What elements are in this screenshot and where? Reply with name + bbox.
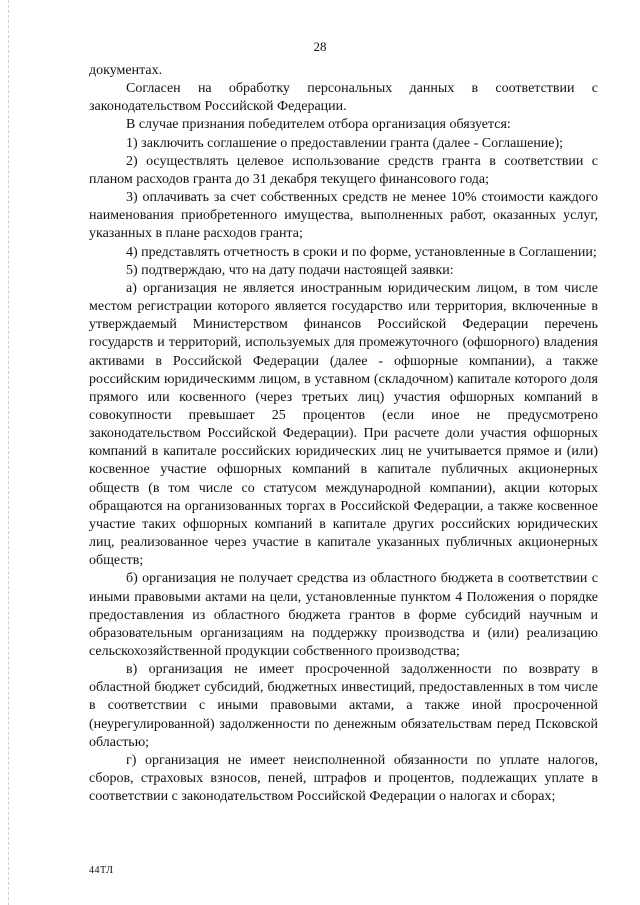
obligation-item-5: 5) подтверждаю, что на дату подачи настоящей заявки: — [126, 262, 454, 278]
footer-document-code: 44ТЛ — [89, 865, 114, 876]
paragraph-continuation: документах. — [89, 63, 163, 78]
confirmation-item-b: б) организация не получает средства из областного бюджета в соответствии с иными правовыми актами на цели, установленные пунктом 4 Положения о порядке предоставления из областного бюджета грантов в форме субсидий научным и образовательным организациям на поддержку производства и (или) реализацию сельскохозяйственной продукции собственного производства; — [89, 571, 598, 659]
paragraph-consent: Согласен на обработку персональных данных в соответствии с законодательством Российской Федерации. — [89, 81, 598, 115]
obligation-item-4: 4) представлять отчетность в сроки и по форме, установленные в Соглашении; — [126, 244, 597, 260]
confirmation-item-a: а) организация не является иностранным юридическим лицом, в том числе местом регистрации которого является государство или территория, включенные в утверждаемый Министерством финансов Российской Федерации перечень государств и территорий, используемых для промежуточного (офшорного) владения активами в Российской Федерации (далее - офшорные компании), а также российским юридическимм лицом, в уставном (складочном) капитале которого доля прямого или косвенного (через третьих лиц) участия офшорных компаний в совокупности превышает 25 процентов (если иное не предусмотрено законодательством Российской Федерации). При расчете доли участия офшорных компаний в капитале российских юридических лиц не учитывается прямое и (или) косвенное участие офшорных компаний в капитале публичных акционерных обществ (в том числе со статусом международной компании), акции которых обращаются на организованных торгах в Российской Федерации, а также косвенное участие таких офшорных компаний в капитале других российских юридических лиц, реализованное через участие в капитале указанных публичных акционерных обществ; — [89, 280, 598, 569]
document-body — [89, 62, 598, 806]
obligation-item-2: 2) осуществлять целевое использование средств гранта в соответствии с планом расходов гранта до 31 декабря текущего финансового года; — [89, 153, 598, 187]
confirmation-item-g: г) организация не имеет неисполненной обязанности по уплате налогов, сборов, страховых взносов, пеней, штрафов и процентов, подлежащих уплате в соответствии с законодательством Российской Федерации о налогах и сборах; — [89, 752, 598, 805]
scan-left-edge — [8, 0, 9, 905]
obligation-item-3: 3) оплачивать за счет собственных средств не менее 10% стоимости каждого наименования приобретенного имущества, выполненных работ, оказанных услуг, указанных в плане расходов гранта; — [89, 190, 598, 242]
confirmation-item-v: в) организация не имеет просроченной задолженности по возврату в областной бюджет субсидий, бюджетных инвестиций, предоставленных в том числе в соответствии с иными правовыми актами, а также иной просроченной (неурегулированной) задолженности по денежным обязательствам перед Псковской областью; — [89, 662, 598, 750]
page-number: 28 — [313, 39, 327, 54]
paragraph-obligations-intro: В случае признания победителем отбора организация обязуется: — [126, 117, 511, 133]
obligation-item-1: 1) заключить соглашение о предоставлении гранта (далее - Соглашение); — [126, 135, 564, 151]
